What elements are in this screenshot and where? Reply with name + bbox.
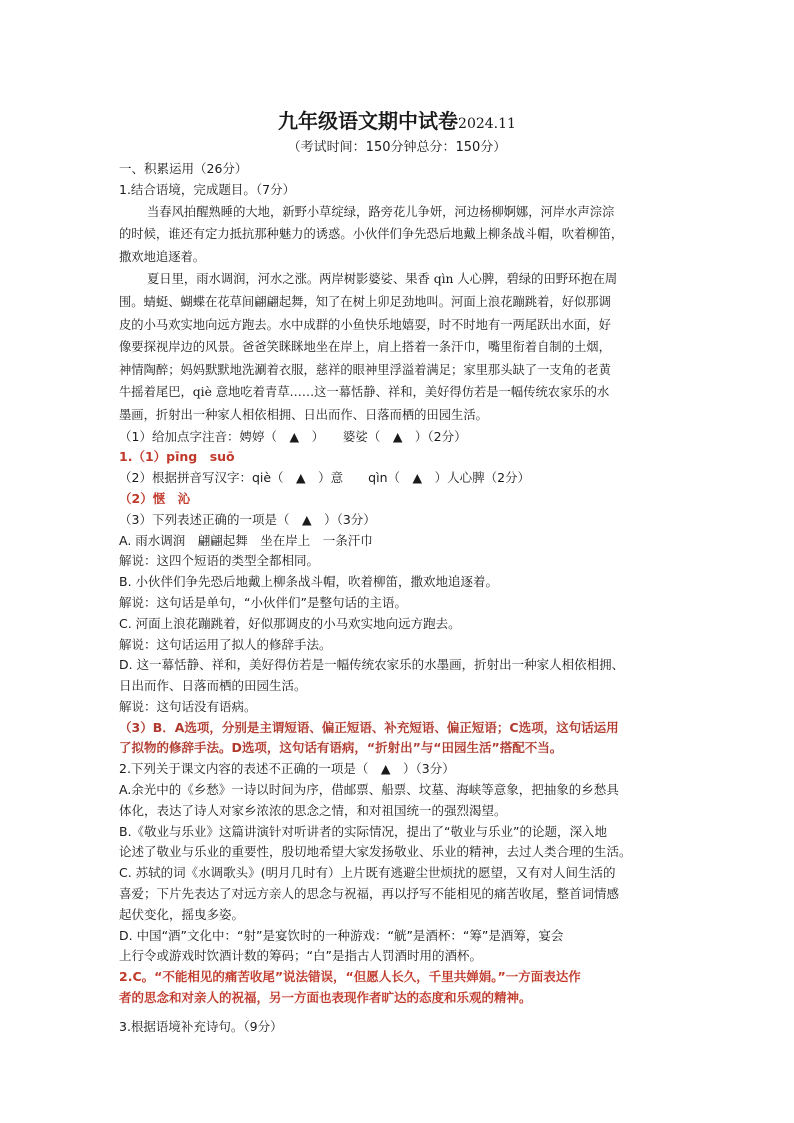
option-b-explanation: 解说：这句话是单句，“小伙伴们”是整句话的主语。 — [119, 594, 407, 610]
question-2-option-c: 起伏变化，摇曳多姿。 — [119, 906, 245, 922]
answer-2: 2.C。“不能相见的痛苦收尾”说法错误，“但愿人长久，千里共婵娟。”一方面表达作 — [119, 969, 581, 985]
passage-line: 牛摇着尾巴，qiè 意地吃着青草……这一幕恬静、祥和，美好得仿若是一幅传统农家乐的水 — [119, 385, 610, 400]
exam-title-text: 九年级语文期中试卷 — [278, 109, 459, 133]
option-b: B. 小伙伴们争先恐后地戴上柳条战斗帽，吹着柳笛，撒欢地追逐着。 — [119, 574, 499, 590]
answer-1-3: 了拟物的修辞手法。D选项，这句话有语病，“折射出”与“田园生活”搭配不当。 — [119, 740, 563, 756]
question-2-option-a: 体化，表达了诗人对家乡浓浓的思念之情，和对祖国统一的强烈渴望。 — [119, 802, 507, 818]
question-2-stem: 2.下列关于课文内容的表述不正确的一项是（ ▲ ）（3分） — [119, 761, 455, 777]
question-2-option-b: 论述了敬业与乐业的重要性，殷切地希望大家发扬敬业、乐业的精神，去过人类合理的生活。 — [119, 844, 632, 860]
question-2-option-b: B.《敬业与乐业》这篇讲演针对听讲者的实际情况，提出了“敬业与乐业”的论题，深入地 — [119, 823, 608, 839]
passage-line: 撒欢地追逐着。 — [119, 249, 206, 264]
question-1-1: （1）给加点字注音：娉婷（ ▲ ） 婆娑（ ▲ ）（2分） — [119, 428, 467, 444]
exam-date: 2024.11 — [458, 116, 516, 132]
question-2-option-d: 上行令或游戏时饮酒计数的筹码；“白”是指古人罚酒时用的酒杯。 — [119, 948, 482, 964]
passage-line: 像要探视岸边的风景。爸爸笑眯眯地坐在岸上，肩上搭着一条汗巾，嘴里衔着自制的土烟， — [119, 340, 611, 355]
question-1-3: （3）下列表述正确的一项是（ ▲ ）（3分） — [119, 511, 376, 527]
question-2-option-a: A.余光中的《乡愁》一诗以时间为序，借邮票、船票、坟墓、海峡等意象，把抽象的乡愁具 — [119, 782, 619, 798]
exam-title — [0, 108, 794, 137]
section-heading: 一、积累运用（26分） — [119, 161, 248, 176]
question-2-option-c: C. 苏轼的词《水调歌头》(明月几时有）上片既有逃避尘世烦扰的愿望，又有对人间生活的 — [119, 865, 616, 881]
reading-passage — [119, 201, 679, 427]
passage-line: 围。蜻蜓、蝴蝶在花草间翩翩起舞，知了在树上卯足劲地叫。河面上浪花蹦跳着，好似那调 — [119, 294, 611, 309]
passage-line: 夏日里，雨水调润，河水之涨。两岸树影婆娑、果香 qìn 人心脾，碧绿的田野环抱在周 — [147, 272, 618, 287]
exam-subtitle: （考试时间：150分钟总分：150分） — [287, 140, 507, 155]
answer-1-3: （3）B．A选项，分别是主谓短语、偏正短语、补充短语、偏正短语；C选项，这句话运用 — [119, 719, 619, 735]
question-1-stem: 1.结合语境，完成题目。（7分） — [119, 181, 296, 197]
answer-1-1: 1.（1）pīng suō — [119, 449, 235, 465]
passage-line: 的时候，谁还有定力抵抗那种魅力的诱惑。小伙伴们争先恐后地戴上柳条战斗帽，吹着柳笛， — [119, 227, 624, 242]
option-a-explanation: 解说：这四个短语的类型全都相同。 — [119, 553, 320, 569]
passage-line: 神情陶醉；妈妈默默地洗涮着衣服，慈祥的眼神里浮溢着满足；家里那头缺了一支角的老黄 — [119, 362, 611, 377]
option-d: 日出而作、日落而栖的田园生活。 — [119, 678, 307, 694]
question-1-2: （2）根据拼音写汉字：qiè（ ▲ ）意 qìn（ ▲ ）人心脾（2分） — [119, 470, 531, 486]
option-d: D. 这一幕恬静、祥和，美好得仿若是一幅传统农家乐的水墨画，折射出一种家人相依相拥、 — [119, 657, 625, 673]
passage-line: 皮的小马欢实地向远方跑去。水中成群的小鱼快乐地嬉耍，时不时地有一两尾跃出水面，好 — [119, 317, 611, 332]
option-a: A. 雨水调润 翩翩起舞 坐在岸上 一条汗巾 — [119, 532, 373, 548]
option-c-explanation: 解说：这句话运用了拟人的修辞手法。 — [119, 636, 332, 652]
question-2-option-d: D. 中国“酒”文化中：“射”是宴饮时的一种游戏：“觥”是酒杯：“筹”是酒筹，宴会 — [119, 927, 564, 943]
passage-line: 当春风拍醒熟睡的大地，新野小草绽绿，路旁花儿争妍，河边杨柳婀娜，河岸水声淙淙 — [147, 204, 615, 219]
exam-content — [119, 159, 679, 1038]
answer-1-2: （2）惬 沁 — [119, 490, 191, 506]
option-d-explanation: 解说：这句话没有语病。 — [119, 698, 257, 714]
question-3-stem: 3.根据语境补充诗句。（9分） — [119, 1018, 283, 1034]
question-2-option-c: 喜爱；下片先表达了对远方亲人的思念与祝福，再以抒写不能相见的痛苦收尾，整首词情感 — [119, 886, 620, 902]
passage-line: 墨画，折射出一种家人相依相拥、日出而作、日落而栖的田园生活。 — [119, 407, 488, 422]
option-c: C. 河面上浪花蹦跳着，好似那调皮的小马欢实地向远方跑去。 — [119, 615, 461, 631]
answer-2: 者的思念和对亲人的祝福，另一方面也表现作者旷达的态度和乐观的精神。 — [119, 990, 532, 1006]
